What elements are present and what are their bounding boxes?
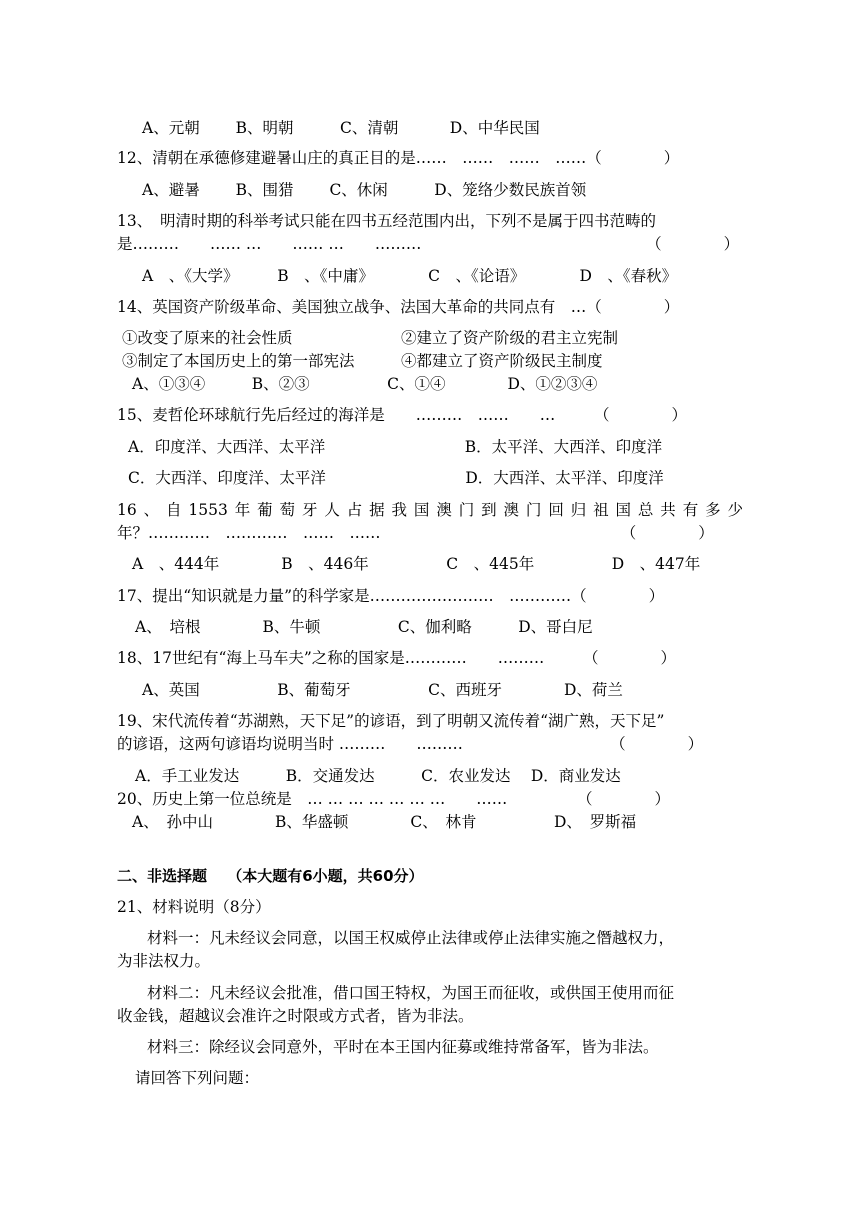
- q14-stem: 14、英国资产阶级革命、美国独立战争、法国大革命的共同点有 …（ ）: [117, 298, 680, 316]
- q20-stem: 20、历史上第一位总统是 … … … … … … … …… （ ）: [117, 790, 671, 808]
- material2-line2: 收金钱，超越议会准许之时限或方式者，皆为非法。: [117, 1007, 474, 1025]
- material1-line2: 为非法权力。: [117, 952, 211, 970]
- q21-title: 21、材料说明（8分）: [117, 898, 271, 916]
- section2-heading: 二、非选择题 （本大题有6小题，共60分）: [117, 867, 424, 885]
- q14-item-line2: ③制定了本国历史上的第一部宪法 ④都建立了资产阶级民主制度: [122, 352, 603, 370]
- q20-options: A、 孙中山 B、华盛顿 C、 林肯 D、 罗斯福: [132, 813, 637, 831]
- q19-options: A．手工业发达 B．交通发达 C．农业发达 D．商业发达: [135, 767, 621, 785]
- q16-stem-line2: 年？………… ………… …… …… （ ）: [117, 524, 714, 542]
- q12-options: A、避暑 B、围猎 C、休闲 D、笼络少数民族首领: [142, 181, 587, 199]
- q16-options: A 、444年 B 、446年 C 、445年 D 、447年: [132, 555, 701, 573]
- q11-options: A、元朝 B、明朝 C、清朝 D、中华民国: [142, 119, 540, 137]
- material2-line1: 材料二：凡未经议会批准，借口国王特权，为国王而征收，或供国王使用而征: [147, 984, 675, 1002]
- material1-line1: 材料一：凡未经议会同意，以国王权威停止法律或停止法律实施之僭越权力，: [147, 929, 675, 947]
- q19-stem-line2: 的谚语，这两句谚语均说明当时 ……… ……… （ ）: [117, 735, 704, 753]
- answer-prompt: 请回答下列问题：: [135, 1069, 260, 1087]
- q13-options: A 、《大学》 B 、《中庸》 C 、《论语》 D 、《春秋》: [142, 267, 678, 285]
- q15-options-line1: A．印度洋、大西洋、太平洋 B．太平洋、大西洋、印度洋: [128, 438, 663, 456]
- q14-options: A、①③④ B、②③ C、①④ D、①②③④: [132, 375, 598, 393]
- q13-stem-line2: 是……… …… … …… … ……… （ ）: [117, 235, 740, 253]
- q16-stem-line1: 16、自1553年葡萄牙人占据我国澳门到澳门回归祖国总共有多少: [117, 501, 743, 519]
- q18-stem: 18、17世纪有“海上马车夫”之称的国家是………… ……… （ ）: [117, 649, 677, 667]
- q18-options: A、英国 B、葡萄牙 C、西班牙 D、荷兰: [142, 681, 623, 699]
- q15-stem: 15、麦哲伦环球航行先后经过的海洋是 ……… …… … （ ）: [117, 406, 687, 424]
- material3: 材料三：除经议会同意外，平时在本王国内征募或维持常备军，皆为非法。: [147, 1038, 659, 1056]
- q17-options: A、 培根 B、牛顿 C、伽利略 D、哥白尼: [135, 618, 593, 636]
- q12-stem: 12、清朝在承德修建避暑山庄的真正目的是…… …… …… ……（ ）: [117, 149, 680, 167]
- q13-stem-line1: 13、 明清时期的科举考试只能在四书五经范围内出，下列不是属于四书范畴的: [117, 212, 656, 230]
- q15-options-line2: C．大西洋、印度洋、太平洋 D．大西洋、太平洋、印度洋: [128, 469, 664, 487]
- q17-stem: 17、提出“知识就是力量”的科学家是…………………… …………（ ）: [117, 587, 665, 605]
- q14-item-line1: ①改变了原来的社会性质 ②建立了资产阶级的君主立宪制: [122, 329, 619, 347]
- q19-stem-line1: 19、宋代流传着“苏湖熟，天下足”的谚语，到了明朝又流传着“湖广熟，天下足”: [117, 712, 665, 730]
